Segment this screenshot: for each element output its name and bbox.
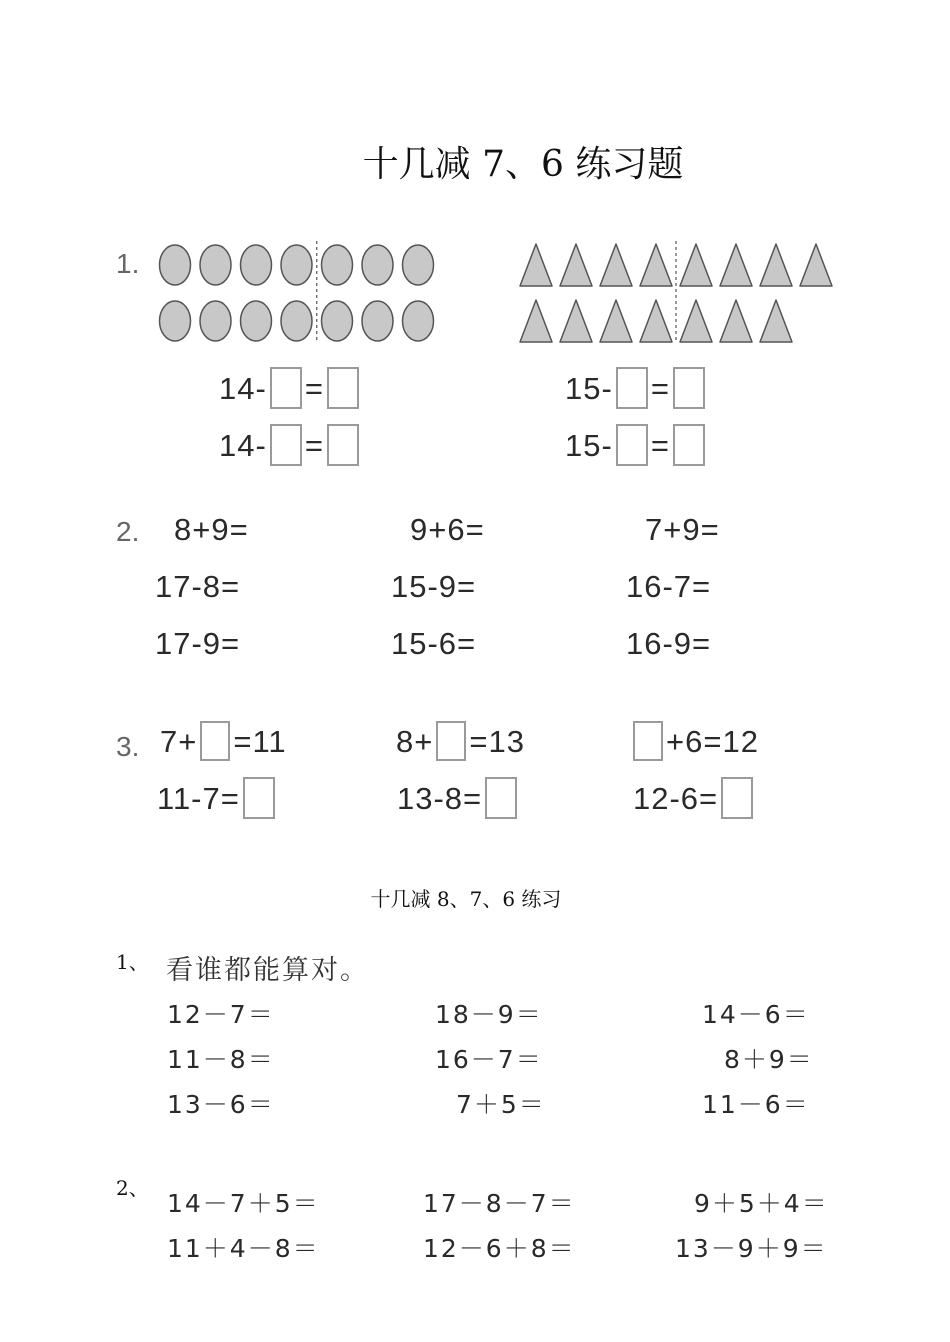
- fill-blank-item: [630, 724, 759, 764]
- minuend: 15: [565, 428, 602, 464]
- page-title: 十几减 7、6 练习题: [362, 144, 684, 185]
- triangle-shape: [720, 244, 752, 286]
- triangle-shape: [760, 244, 792, 286]
- expression-end: =11: [233, 724, 287, 760]
- minuend: 14: [219, 371, 256, 407]
- triangles-picture: [515, 238, 845, 348]
- triangle-shape: [560, 300, 592, 342]
- question-1-number: 1.: [116, 248, 140, 279]
- answer-box[interactable]: [270, 424, 302, 466]
- triangle-shape: [600, 300, 632, 342]
- calc-item: 9+6=: [410, 512, 485, 547]
- answer-box[interactable]: [673, 367, 705, 409]
- triangle-shape: [520, 244, 552, 286]
- triangle-shape: [640, 300, 672, 342]
- calc-item: 16-7=: [626, 569, 712, 604]
- fill-blank-item: [157, 780, 278, 822]
- calc-item: 7+9=: [645, 512, 720, 547]
- fill-blank-item: [397, 780, 520, 822]
- triangle-shape: [720, 300, 752, 342]
- circle-shape: [160, 245, 191, 285]
- equals-sign: =: [304, 428, 324, 464]
- expression: 12-6=: [633, 781, 719, 817]
- circle-shape: [403, 245, 434, 285]
- answer-box[interactable]: [243, 777, 275, 819]
- equals-sign: =: [650, 428, 670, 464]
- minus-sign: -: [601, 428, 613, 464]
- minus-sign: -: [255, 428, 267, 464]
- instruction-text: 看谁都能算对。: [166, 955, 369, 986]
- calc-item: 9＋5＋4＝: [694, 1189, 829, 1218]
- question-1-number: 1、: [116, 950, 149, 974]
- expression-start: 7+: [160, 724, 198, 760]
- question-2-number: 2、: [116, 1176, 149, 1200]
- calc-item: 14－6＝: [702, 1000, 810, 1029]
- triangle-shape: [520, 300, 552, 342]
- answer-box[interactable]: [270, 367, 302, 409]
- triangle-shape: [640, 244, 672, 286]
- triangle-shape: [680, 300, 712, 342]
- calc-item: 16－7＝: [435, 1045, 543, 1074]
- expression-end: =13: [469, 724, 525, 760]
- expression-end: +6=12: [666, 724, 759, 760]
- minuend: 15: [565, 371, 602, 407]
- equation-15-row1: [565, 370, 708, 412]
- answer-box[interactable]: [673, 424, 705, 466]
- calc-item: 11－6＝: [702, 1090, 810, 1119]
- circle-shape: [322, 301, 353, 341]
- question-3-number: 3.: [116, 731, 140, 762]
- minuend: 14: [219, 428, 256, 464]
- triangle-shape: [560, 244, 592, 286]
- answer-box[interactable]: [616, 367, 648, 409]
- expression: 13-8=: [397, 781, 483, 817]
- circle-shape: [200, 301, 231, 341]
- minus-sign: -: [255, 371, 267, 407]
- calc-item: 17－8－7＝: [423, 1189, 576, 1218]
- circle-shape: [322, 245, 353, 285]
- calc-item: 16-9=: [626, 626, 712, 661]
- answer-box[interactable]: [200, 721, 230, 761]
- answer-box[interactable]: [633, 721, 663, 761]
- triangle-shape: [680, 244, 712, 286]
- calc-item: 11－8＝: [167, 1045, 275, 1074]
- circle-shape: [362, 245, 393, 285]
- answer-box[interactable]: [436, 721, 466, 761]
- calc-item: 8＋9＝: [724, 1045, 814, 1074]
- fill-blank-item: [160, 724, 287, 764]
- fill-blank-item: [633, 780, 756, 822]
- calc-item: 12－7＝: [167, 1000, 275, 1029]
- circle-shape: [160, 301, 191, 341]
- expression-start: 8+: [396, 724, 434, 760]
- calc-item: 15-9=: [391, 569, 477, 604]
- equals-sign: =: [650, 371, 670, 407]
- circle-shape: [241, 245, 272, 285]
- calc-item: 7＋5＝: [456, 1090, 546, 1119]
- equals-sign: =: [304, 371, 324, 407]
- calc-item: 12－6＋8＝: [423, 1234, 576, 1263]
- expression: 11-7=: [157, 781, 240, 817]
- fill-blank-item: [396, 724, 525, 764]
- answer-box[interactable]: [485, 777, 517, 819]
- triangle-shape: [800, 244, 832, 286]
- answer-box[interactable]: [327, 424, 359, 466]
- circles-picture: [150, 238, 440, 348]
- calc-item: 8+9=: [174, 512, 249, 547]
- circle-shape: [362, 301, 393, 341]
- calc-item: 11＋4－8＝: [167, 1234, 320, 1263]
- equation-14-row2: [219, 427, 362, 469]
- calc-item: 13－9＋9＝: [675, 1234, 828, 1263]
- equation-15-row2: [565, 427, 708, 469]
- calc-item: 17-8=: [155, 569, 241, 604]
- circle-shape: [241, 301, 272, 341]
- circle-shape: [200, 245, 231, 285]
- answer-box[interactable]: [616, 424, 648, 466]
- circle-shape: [403, 301, 434, 341]
- minus-sign: -: [601, 371, 613, 407]
- calc-item: 13－6＝: [167, 1090, 275, 1119]
- section-title: 十几减 8、7、6 练习: [370, 887, 562, 911]
- calc-item: 18－9＝: [435, 1000, 543, 1029]
- circle-shape: [281, 245, 312, 285]
- circle-shape: [281, 301, 312, 341]
- triangle-shape: [600, 244, 632, 286]
- calc-item: 15-6=: [391, 626, 477, 661]
- answer-box[interactable]: [327, 367, 359, 409]
- calc-item: 14－7＋5＝: [167, 1189, 320, 1218]
- answer-box[interactable]: [721, 777, 753, 819]
- triangle-shape: [760, 300, 792, 342]
- calc-item: 17-9=: [155, 626, 241, 661]
- equation-14-row1: [219, 370, 362, 412]
- question-2-number: 2.: [116, 516, 140, 547]
